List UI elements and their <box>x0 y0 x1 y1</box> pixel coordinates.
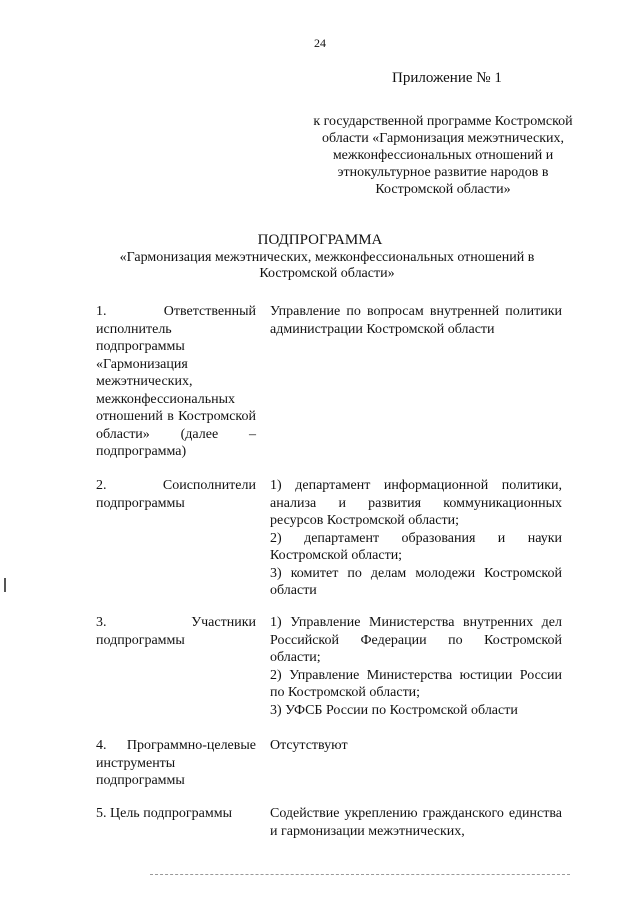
scan-margin-mark <box>4 578 6 592</box>
section-value <box>270 737 562 755</box>
appendix-title: Приложение № 1 <box>392 70 502 86</box>
section-label: 2. Соисполнители подпрограммы <box>96 478 256 511</box>
section-value-line: 3) комитет по делам молодежи Костромской области <box>270 565 562 598</box>
section-value-line: 1) департамент информационной политики, анализа и развития коммуникационных ресурсов Костромской области; <box>270 478 562 528</box>
subprogram-heading: ПОДПРОГРАММА <box>257 232 383 248</box>
page-number: 24 <box>314 36 326 50</box>
footer-divider <box>150 874 570 875</box>
section-label: 4. Программно-целевые инструменты подпрограммы <box>96 738 256 788</box>
section-value-line: Содействие укреплению гражданского единства и гармонизации межэтнических, <box>270 806 562 839</box>
subprogram-title: «Гармонизация межэтнических, межконфессиональных отношений в Костромской области» <box>119 250 535 281</box>
section-participants <box>96 614 562 722</box>
section-label: 1. Ответственный исполнитель подпрограммы «Гармонизация межэтнических, межконфессиональных отношений в Костромской области» (далее – подпрограмма) <box>96 304 256 459</box>
appendix-subtitle: к государственной программе Костромской области «Гармонизация межэтнических, межконфессиональных отношений и этнокультурное развитие народов в Костромской области» <box>313 114 573 197</box>
section-value-line: 3) УФСБ России по Костромской области <box>270 702 518 718</box>
section-responsible-executor <box>96 303 562 463</box>
section-label: 3. Участники подпрограммы <box>96 615 256 648</box>
section-label: 5. Цель подпрограммы <box>96 806 232 821</box>
section-value-line: Управление по вопросам внутренней политики администрации Костромской области <box>270 304 562 337</box>
section-value <box>270 614 562 719</box>
section-value <box>270 805 562 840</box>
section-value-line: Отсутствуют <box>270 738 348 753</box>
section-co-executors <box>96 477 562 601</box>
section-value-line: 2) департамент образования и науки Костромской области; <box>270 530 562 563</box>
section-value <box>270 477 562 600</box>
section-value-line: 1) Управление Министерства внутренних дел Российской Федерации по Костромской области; <box>270 615 562 665</box>
section-goal <box>96 805 562 845</box>
section-value-line: 2) Управление Министерства юстиции России по Костромской области; <box>270 667 562 700</box>
section-instruments <box>96 737 562 793</box>
section-value <box>270 303 562 338</box>
